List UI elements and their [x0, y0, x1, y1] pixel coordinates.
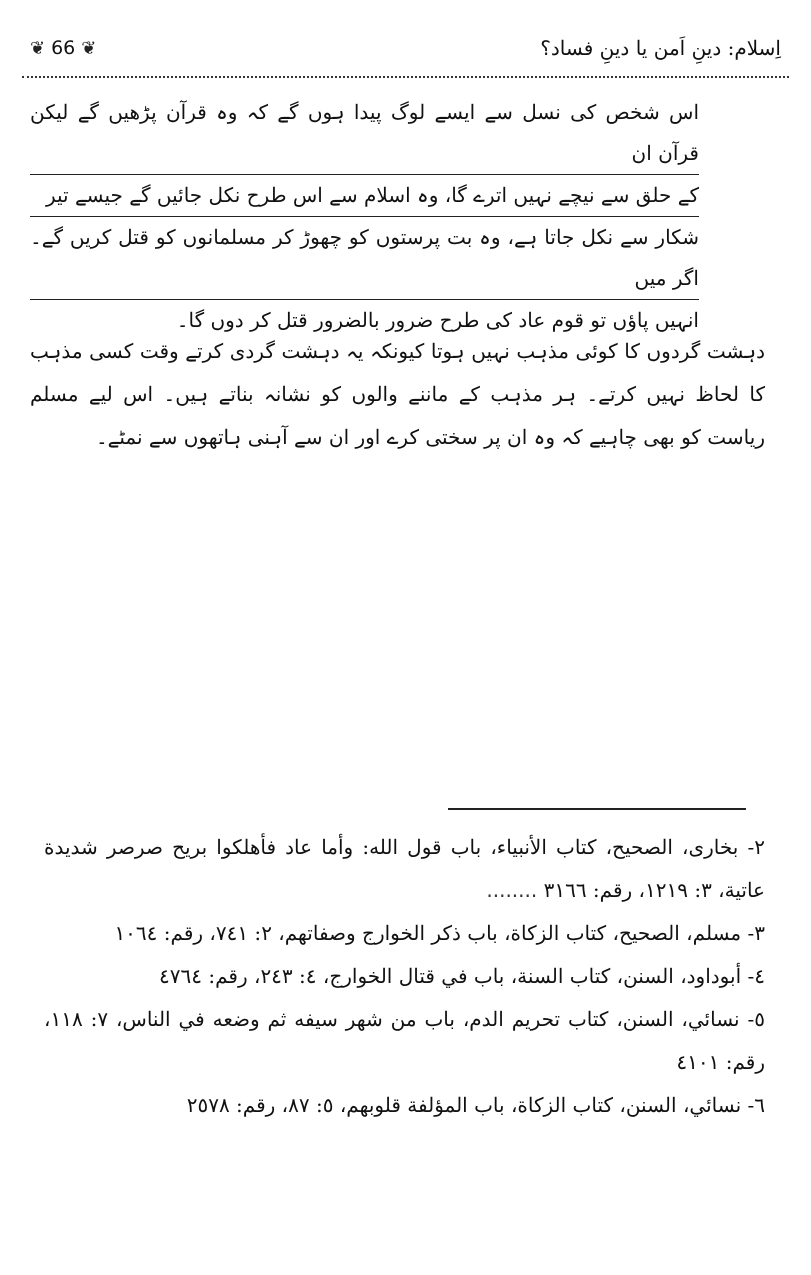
hadith-quote [30, 92, 699, 341]
quote-line-2: کے حلق سے نیچے نہیں اترے گا، وہ اسلام سے اس طرح نکل جائیں گے جیسے تیر [30, 175, 699, 217]
footnote-5: ٥- نسائي، السنن، كتاب تحريم الدم، باب من شهر سيفه ثم وضعه في الناس، ٧: ١١٨، رقم: ٤١٠١ [44, 1007, 765, 1074]
footnote-4: ٤- أبوداود، السنن، كتاب السنة، باب في قتال الخوارج، ٤: ٢٤٣، رقم: ٤٧٦٤ [159, 964, 765, 988]
quote-line-4: انہیں پاؤں تو قوم عاد کی طرح ضرور بالضرور قتل کر دوں گا۔ [176, 308, 699, 332]
footnote-leader: ........ [486, 878, 538, 902]
quote-line-3: شکار سے نکل جاتا ہے، وہ بت پرستوں کو چھوڑ کر مسلمانوں کو قتل کریں گے۔ اگر میں [30, 217, 699, 300]
page-number-block [30, 37, 96, 59]
body-paragraph: دہشت گردوں کا کوئی مذہب نہیں ہوتا کیونکہ یہ دہشت گردی کرتے وقت کسی مذہب کا لحاظ نہیں کرتے۔ ہر مذہب کے ماننے والوں کو نشانہ بناتے ہیں۔ اس لیے مسلم ریاست کو بھی چاہیے کہ وہ ان پر سختی کرے اور ان سے آہنی ہاتھوں سے نمٹے۔ [30, 339, 765, 449]
footnote-divider [448, 808, 746, 810]
ornament-left-icon: ❦ [30, 37, 46, 59]
footnote-3: ٣- مسلم، الصحيح، كتاب الزكاة، باب ذكر الخوارج وصفاتهم، ٢: ٧٤١، رقم: ١٠٦٤ [114, 921, 765, 945]
page-header [30, 28, 781, 68]
footnote-2 [44, 826, 765, 912]
footnote-6: ٦- نسائي، السنن، كتاب الزكاة، باب المؤلفة قلوبهم، ٥: ٨٧، رقم: ٢٥٧٨ [186, 1093, 765, 1117]
page-number: 66 [51, 37, 76, 59]
quote-line-1: اس شخص کی نسل سے ایسے لوگ پیدا ہوں گے کہ وہ قرآن پڑھیں گے لیکن قرآن ان [30, 92, 699, 175]
footnotes [44, 826, 765, 1127]
header-divider [22, 76, 789, 78]
footnote-2-text: ٢- بخاری، الصحیح، کتاب الأنبياء، باب قول الله: وأما عاد فأهلكوا بريح صرصر شديدة عاتية، ٣: ١٢١٩، رقم: ٣١٦٦ [44, 835, 765, 902]
ornament-right-icon: ❦ [81, 37, 97, 59]
running-title: اِسلام: دینِ اَمن یا دینِ فساد؟ [540, 36, 781, 60]
